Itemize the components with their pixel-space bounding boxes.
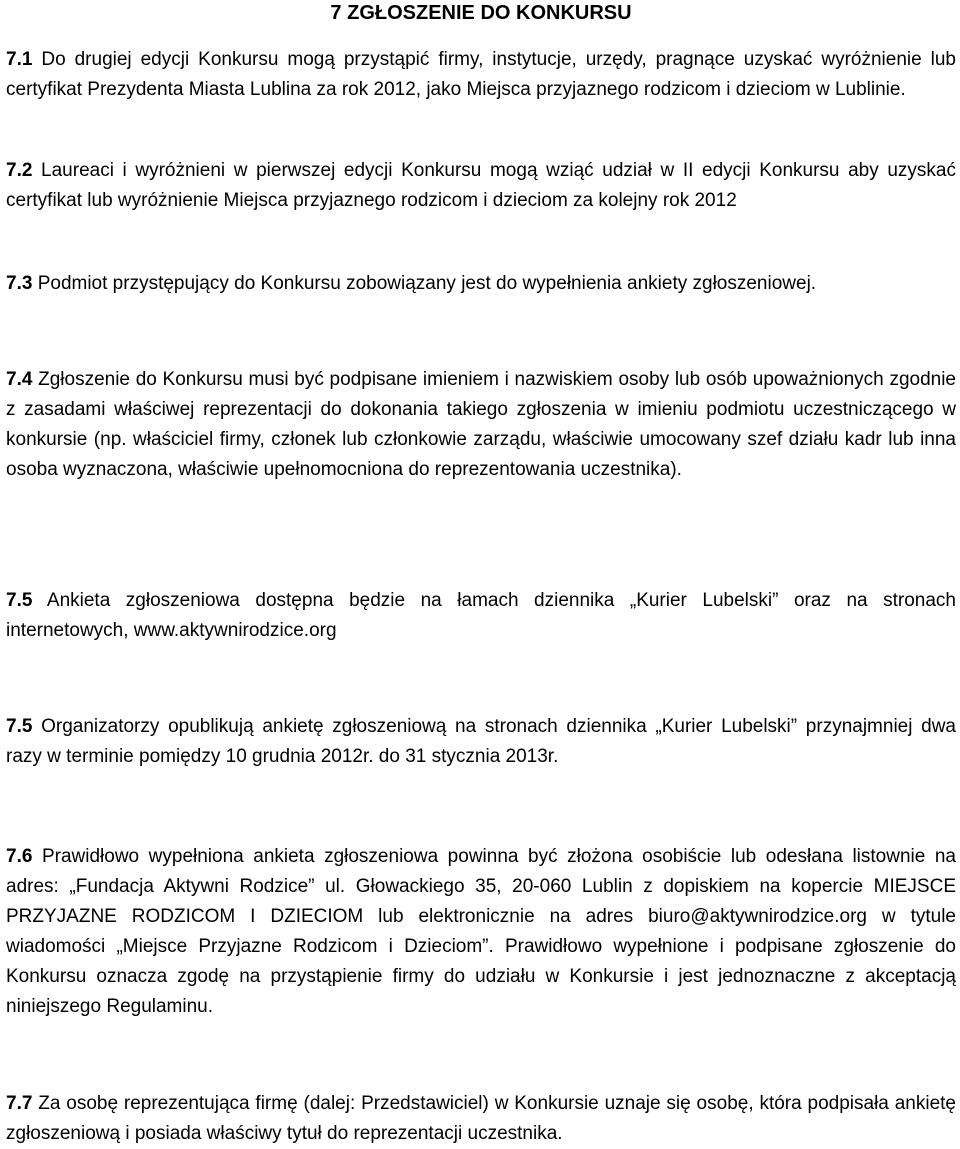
paragraph-number: 7.5	[6, 716, 33, 737]
paragraph-7-1	[6, 45, 956, 105]
paragraph-text: Podmiot przystępujący do Konkursu zobowiązany jest do wypełnienia ankiety zgłoszeniowej.	[32, 273, 817, 294]
paragraph-text: Do drugiej edycji Konkursu mogą przystąpić firmy, instytucje, urzędy, pragnące uzyskać wyróżnienie lub certyfikat Prezydenta Miasta Lublina za rok 2012, jako Miejsca przyjaznego rodzicom i dzieciom w Lublinie.	[6, 49, 956, 100]
paragraph-number: 7.7	[6, 1093, 33, 1114]
paragraph-text: Prawidłowo wypełniona ankieta zgłoszeniowa powinna być złożona osobiście lub odesłana listownie na adres: „Fundacja Aktywni Rodzice” ul. Głowackiego 35, 20-060 Lublin z dopiskiem na kopercie MIEJSCE PRZYJAZNE RODZICOM I DZIECIOM lub elektronicznie na adres biuro@aktywnirodzice.org w tytule wiadomości „Miejsce Przyjazne Rodzicom i Dzieciom”. Prawidłowo wypełnione i podpisane zgłoszenie do Konkursu oznacza zgodę na przystąpienie firmy do udziału w Konkursie i jest jednoznaczne z akceptacją niniejszego Regulaminu.	[6, 846, 956, 1017]
paragraph-text: Laureaci i wyróżnieni w pierwszej edycji Konkursu mogą wziąć udział w II edycji Konkursu aby uzyskać certyfikat lub wyróżnienie Miejsca przyjaznego rodzicom i dzieciom za kolejny rok 2012	[6, 160, 956, 211]
paragraph-text: Zgłoszenie do Konkursu musi być podpisane imieniem i nazwiskiem osoby lub osób upoważnionych zgodnie z zasadami właściwej reprezentacji do dokonania takiego zgłoszenia w imieniu podmiotu uczestniczącego w konkursie (np. właściciel firmy, członek lub członkowie zarządu, właściwie umocowany szef działu kadr lub inna osoba wyznaczona, właściwie upełnomocniona do reprezentowania uczestnika).	[6, 369, 956, 480]
paragraph-number: 7.1	[6, 49, 33, 70]
page-title: 7 ZGŁOSZENIE DO KONKURSU	[330, 2, 632, 24]
paragraph-7-3	[6, 269, 956, 299]
paragraph-7-5-a	[6, 586, 956, 646]
paragraph-number: 7.5	[6, 590, 33, 611]
paragraph-7-7	[6, 1089, 956, 1149]
paragraph-number: 7.3	[6, 273, 33, 294]
paragraph-text: Organizatorzy opublikują ankietę zgłoszeniową na stronach dziennika „Kurier Lubelski” przynajmniej dwa razy w terminie pomiędzy 10 grudnia 2012r. do 31 stycznia 2013r.	[6, 716, 956, 767]
paragraph-7-6	[6, 842, 956, 1022]
paragraph-text: Ankieta zgłoszeniowa dostępna będzie na łamach dziennika „Kurier Lubelski” oraz na stronach internetowych, www.aktywnirodzice.org	[6, 590, 956, 641]
paragraph-7-2	[6, 156, 956, 216]
paragraph-7-5-b	[6, 712, 956, 772]
paragraph-7-4	[6, 365, 956, 485]
paragraph-text: Za osobę reprezentująca firmę (dalej: Przedstawiciel) w Konkursie uznaje się osobę, która podpisała ankietę zgłoszeniową i posiada właściwy tytuł do reprezentacji uczestnika.	[6, 1093, 956, 1144]
paragraph-number: 7.6	[6, 846, 33, 867]
paragraph-number: 7.2	[6, 160, 33, 181]
paragraph-number: 7.4	[6, 369, 33, 390]
